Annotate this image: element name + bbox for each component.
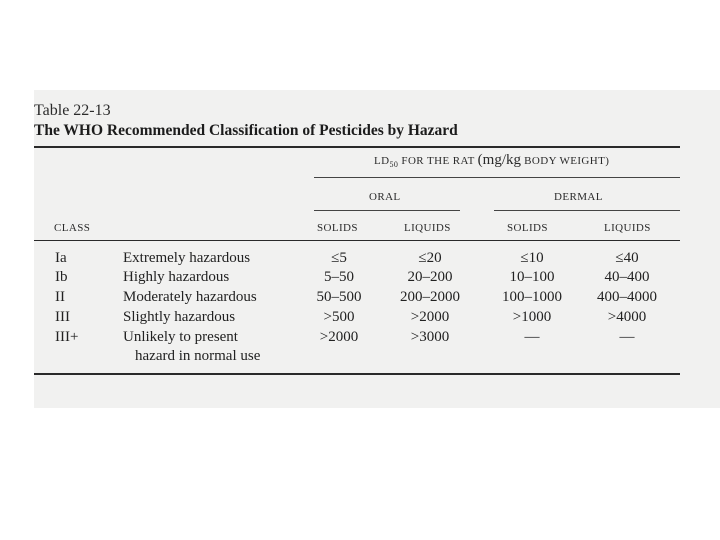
row-dermal-liquids: ≤40: [615, 250, 639, 266]
ld-label: FOR THE RAT: [398, 155, 478, 167]
col-class: CLASS: [54, 222, 91, 234]
row-class: III: [55, 309, 70, 325]
col-dermal-solids: SOLIDS: [507, 222, 548, 234]
row-oral-liquids: >3000: [410, 329, 450, 345]
ld-prefix: LD: [374, 155, 390, 167]
table-caption: The WHO Recommended Classification of Pesticides by Hazard: [34, 122, 458, 139]
header-rule: [34, 240, 680, 241]
ld50-rule: [314, 177, 680, 178]
ld-units-tail: BODY WEIGHT): [521, 155, 610, 167]
ld-units: (mg/kg: [477, 152, 521, 168]
ld-subscript: 50: [389, 160, 399, 170]
row-oral-liquids: 20–200: [407, 269, 453, 285]
row-description: Highly hazardous: [123, 269, 230, 285]
row-dermal-solids: 10–100: [509, 269, 555, 285]
group-oral: ORAL: [369, 191, 401, 203]
col-dermal-liquids: LIQUIDS: [604, 222, 651, 234]
row-dermal-solids: —: [524, 329, 540, 345]
row-dermal-solids: >1000: [512, 309, 552, 325]
dermal-rule: [494, 210, 680, 211]
row-oral-solids: 50–500: [316, 289, 362, 305]
row-dermal-solids: ≤10: [520, 250, 544, 266]
row-oral-liquids: 200–2000: [400, 289, 460, 305]
row-oral-solids: >500: [323, 309, 355, 325]
scanned-table-page: [34, 90, 720, 408]
row-oral-solids: ≤5: [331, 250, 347, 266]
row-dermal-liquids: 40–400: [604, 269, 650, 285]
row-description: Slightly hazardous: [123, 309, 236, 325]
row-description: Moderately hazardous: [123, 289, 257, 305]
row-description: Extremely hazardous: [123, 250, 251, 266]
row-class: Ia: [55, 250, 67, 266]
row-oral-liquids: >2000: [410, 309, 450, 325]
row-description: Unlikely to present: [123, 329, 238, 345]
row-oral-liquids: ≤20: [418, 250, 442, 266]
row-dermal-liquids: >4000: [607, 309, 647, 325]
row-description-continued: hazard in normal use: [135, 348, 261, 364]
row-oral-solids: >2000: [319, 329, 359, 345]
oral-rule: [314, 210, 460, 211]
group-dermal: DERMAL: [554, 191, 603, 203]
table-number: Table 22-13: [34, 102, 111, 119]
top-rule: [34, 146, 680, 148]
row-dermal-liquids: —: [619, 329, 635, 345]
ld50-header: [374, 152, 609, 169]
col-oral-solids: SOLIDS: [317, 222, 358, 234]
col-oral-liquids: LIQUIDS: [404, 222, 451, 234]
row-class: Ib: [55, 269, 68, 285]
row-oral-solids: 5–50: [324, 269, 354, 285]
row-class: II: [55, 289, 65, 305]
bottom-rule: [34, 373, 680, 375]
row-class: III+: [55, 329, 79, 345]
row-dermal-solids: 100–1000: [502, 289, 562, 305]
row-dermal-liquids: 400–4000: [597, 289, 657, 305]
